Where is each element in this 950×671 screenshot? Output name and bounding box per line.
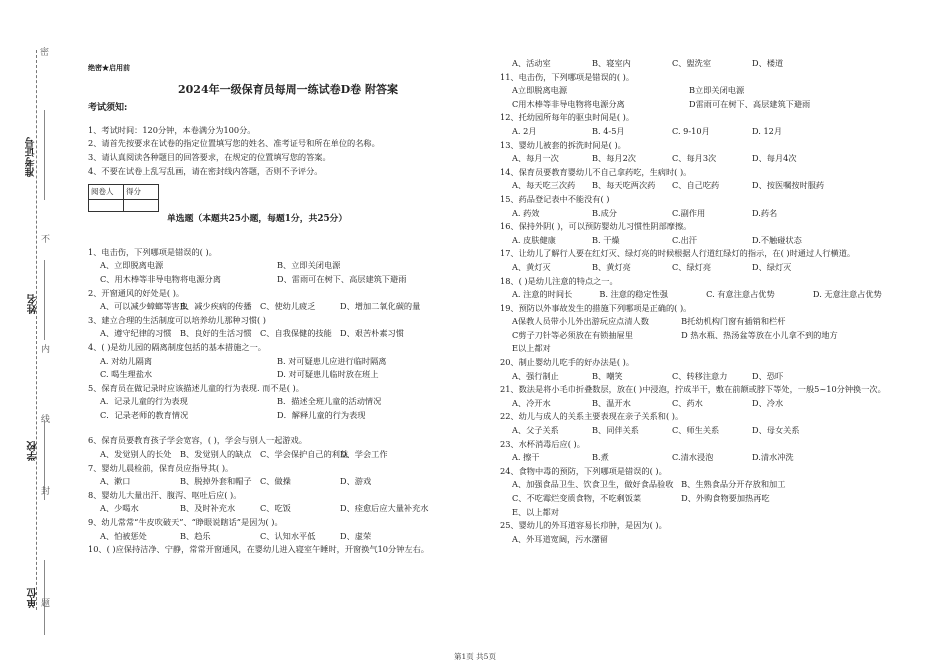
answer-option[interactable]: B、生熟食品分开存放和加工 (681, 479, 786, 490)
answer-option[interactable]: A、立即脱离电源 (100, 260, 164, 271)
option-row (500, 424, 910, 438)
name-field[interactable] (44, 260, 45, 340)
option-row (88, 448, 488, 462)
answer-option[interactable]: B.成分 (592, 207, 617, 218)
instruction: 1、考试时间：120分钟，本卷满分为100分。 (88, 124, 256, 135)
answer-option[interactable]: D、按医嘱按时服药 (752, 180, 825, 191)
answer-option[interactable]: C、绿灯亮 (672, 261, 712, 272)
option-row (88, 259, 488, 273)
school-label: 学校 (28, 441, 39, 461)
answer-option[interactable]: B. 干燥 (592, 234, 620, 245)
question-text: 15、药品登记表中不能没有( ) (500, 193, 610, 204)
answer-option[interactable]: D雷雨可在树下、高层建筑下避雨 (689, 98, 811, 109)
grader-cell[interactable] (89, 199, 124, 211)
seal-word: 封 (41, 487, 51, 497)
question-text: 9、幼儿常常“牛皮吹破天”、“睁眼说瞎话”是因为( )。 (88, 517, 283, 528)
question-text: 13、婴幼儿被套的拆洗时间是( )。 (500, 139, 626, 150)
answer-option[interactable]: C用木棒等非导电物将电源分离 (512, 98, 625, 109)
option-row (500, 125, 910, 139)
question-item (88, 516, 488, 543)
option-row (88, 355, 488, 369)
question-text: 11、电击伤，下列哪项是错误的( )。 (500, 71, 635, 82)
option-row (500, 84, 910, 98)
answer-option[interactable]: D、母女关系 (752, 425, 800, 436)
question-text: 16、保持外阴( )，可以预防婴幼儿习惯性阴部摩擦。 (500, 221, 692, 232)
answer-option[interactable]: C、自我保健的技能 (260, 328, 332, 339)
question-text: 2、开窗通风的好处是( )。 (88, 287, 185, 298)
answer-option[interactable]: C．记录老师的教育情况 (100, 409, 189, 420)
answer-option[interactable]: C、转移注意力 (672, 370, 728, 381)
option-row (500, 342, 910, 356)
question-text: 5、保育员在做记录时应该描述儿童的行为表现. 而不是( )。 (88, 382, 304, 393)
option-row (500, 179, 910, 193)
answer-option[interactable]: B、嘲笑 (592, 370, 623, 381)
question-text: 18、( )是幼儿注意的特点之一。 (500, 275, 618, 286)
question-item (88, 543, 488, 557)
answer-option[interactable]: D、增加二氧化碳的量 (340, 301, 421, 312)
answer-option[interactable]: B、趋乐 (180, 530, 211, 541)
answer-option[interactable]: D、雷雨可在树下、高层建筑下避雨 (277, 273, 407, 284)
left-column (88, 0, 488, 557)
answer-option[interactable]: A、冷开水 (512, 397, 551, 408)
answer-option[interactable]: C、每月3次 (672, 153, 717, 164)
answer-option[interactable]: D．解释儿童的行为表现 (277, 409, 366, 420)
answer-option[interactable]: B、每天吃两次药 (592, 180, 656, 191)
question-item (500, 166, 910, 193)
question-text: 6、保育员要教育孩子学会宽容，( )，学会与别人一起游戏。 (88, 435, 307, 446)
question-item (500, 519, 910, 546)
option-row (500, 57, 910, 71)
answer-option[interactable]: C、盥洗室 (672, 58, 712, 68)
question-item (88, 314, 488, 341)
answer-option[interactable]: C.出汗 (672, 234, 697, 245)
option-row (500, 329, 910, 343)
answer-option[interactable]: A、少喝水 (100, 503, 139, 514)
question-item (88, 434, 488, 461)
option-row (500, 315, 910, 329)
question-text: 23、水杯消毒后应( )。 (500, 438, 585, 449)
answer-option[interactable]: B．描述全班儿童的活动情况 (277, 396, 382, 407)
question-text: 22、幼儿与成人的关系主要表现在亲子关系和( )。 (500, 411, 684, 422)
answer-option[interactable]: A立即脱离电源 (512, 85, 568, 96)
question-text: 25、婴幼儿的外耳道容易长疖肿，是因为( )。 (500, 520, 667, 531)
question-item (88, 489, 488, 516)
seal-mark-top: 密 (40, 48, 50, 58)
answer-option[interactable]: A、可以减少蟑螂等害虫 (100, 301, 188, 312)
answer-option[interactable]: C.副作用 (672, 207, 706, 218)
option-row (500, 533, 910, 547)
question-text: 4、( )是幼儿园的隔离制度包括的基本措施之一。 (88, 341, 266, 352)
page-footer: 第1页 共5页 (454, 652, 496, 661)
answer-option[interactable]: B、脱掉外套和帽子 (180, 476, 252, 487)
question-item (88, 287, 488, 314)
answer-option[interactable]: B.煮 (592, 452, 609, 463)
answer-option[interactable]: A. 药效 (512, 207, 540, 218)
right-column (500, 57, 910, 546)
secret-mark: 绝密★启用前 (88, 63, 130, 72)
answer-option[interactable]: B、立即关闭电源 (277, 260, 341, 271)
question-item (500, 57, 910, 71)
question-text: 14、保育员要教育婴幼儿不自己拿药吃，生病时( )。 (500, 166, 692, 177)
answer-option[interactable]: C.清水浸泡 (672, 452, 714, 463)
seal-word: 不 (41, 235, 51, 245)
answer-option[interactable]: B、温开水 (592, 397, 631, 408)
instruction: 3、请认真阅读各种题目的回答要求，在规定的位置填写您的答案。 (88, 151, 331, 162)
answer-option[interactable]: C、自己吃药 (672, 180, 720, 191)
answer-option[interactable]: C. 有意注意占优势 (706, 289, 775, 300)
answer-option[interactable]: A保教人员带小儿外出游玩应点清人数 (512, 316, 649, 327)
answer-option[interactable]: A、活动室 (512, 58, 551, 68)
option-row (500, 397, 910, 411)
question-item (500, 139, 910, 166)
question-item (88, 246, 488, 287)
question-item (500, 111, 910, 138)
answer-option[interactable]: A、遵守纪律的习惯 (100, 328, 172, 339)
option-row (88, 502, 488, 516)
answer-option[interactable]: A．记录儿童的行为表现 (100, 396, 188, 407)
answer-option[interactable]: E、以上都对 (512, 506, 559, 517)
question-text: 3、建立合理的生活制度可以培养幼儿那种习惯( ) (88, 314, 266, 325)
option-row (500, 506, 910, 520)
answer-option[interactable]: C、药水 (672, 397, 703, 408)
question-item (500, 410, 910, 437)
section-title: 单选题（本题共25小题，每题1分，共25分） (167, 214, 348, 224)
question-text: 19、预防以外事故发生的措施下列哪项是正确的( )。 (500, 302, 692, 313)
seal-line (36, 50, 37, 610)
score-label: 得分 (124, 185, 159, 200)
answer-option[interactable]: A. 擦干 (512, 452, 540, 463)
option-row (500, 261, 910, 275)
answer-option[interactable]: C、使幼儿疲乏 (260, 301, 316, 312)
answer-option[interactable]: B、减少疾病的传播 (180, 301, 252, 312)
answer-option[interactable]: B. 对可疑患儿应进行临时隔离 (277, 355, 387, 366)
answer-option[interactable]: D、痊愈后应大量补充水 (340, 503, 429, 514)
option-row (88, 530, 488, 544)
question-item (88, 341, 488, 382)
question-item (500, 465, 910, 519)
answer-option[interactable]: B、良好的生活习惯 (180, 328, 252, 339)
option-row (500, 152, 910, 166)
answer-option[interactable]: B立即关闭电源 (689, 85, 745, 96)
option-row (500, 451, 910, 465)
question-item (500, 356, 910, 383)
question-list-right (500, 57, 910, 546)
question-text: 7、婴幼儿晨检前，保育员应指导其( )。 (88, 462, 234, 473)
answer-option[interactable]: C、学会保护自己的利益 (260, 449, 349, 460)
page-title: 2024年一级保育员每周一练试卷D卷 附答案 (178, 82, 398, 96)
option-row (500, 478, 910, 492)
question-text: 1、电击伤，下列哪项是错误的( )。 (88, 246, 217, 257)
answer-option[interactable]: C、吃饭 (260, 503, 291, 514)
score-table (88, 184, 159, 212)
answer-option[interactable]: A、外耳道宽阔，污水潴留 (512, 533, 608, 544)
question-item (500, 247, 910, 274)
question-item (500, 275, 910, 302)
question-item (500, 71, 910, 112)
option-row (500, 288, 910, 302)
answer-option[interactable]: C剪子刀针等必须放在有锁抽屉里 (512, 329, 633, 340)
question-item (500, 220, 910, 247)
instruction: 4、不要在试卷上乱写乱画，请在密封线内答题，否则不予评分。 (88, 165, 323, 176)
answer-option[interactable]: A、每天吃三次药 (512, 180, 576, 191)
answer-option[interactable]: C、师生关系 (672, 425, 720, 436)
answer-option[interactable]: A. 注意的时间长 (512, 289, 573, 300)
answer-option[interactable]: D、虚荣 (340, 530, 372, 541)
option-row (88, 327, 488, 341)
answer-option[interactable]: D 热水瓶、热汤盆等放在小儿拿不到的地方 (681, 329, 838, 340)
answer-option[interactable]: D.药名 (752, 207, 778, 218)
question-text: 21、数法是将小毛巾折叠数层，放在( )中浸泡，拧成半干，敷在前额或脖下等处，一般5~10分钟换一次。 (500, 384, 886, 395)
answer-option[interactable]: C、认知水平低 (260, 530, 316, 541)
answer-option[interactable]: B、每月2次 (592, 153, 636, 164)
binding-margin (18, 40, 58, 640)
answer-option[interactable]: D.清水冲洗 (752, 452, 794, 463)
answer-option[interactable]: C、做操 (260, 476, 291, 487)
answer-option[interactable]: A、加强食品卫生、饮食卫生，做好食品验收 (512, 479, 674, 490)
option-row (88, 409, 488, 423)
answer-option[interactable]: D、冷水 (752, 397, 784, 408)
question-list-left (88, 246, 488, 557)
answer-option[interactable]: C. 9-10月 (672, 125, 710, 136)
answer-option[interactable]: B、同伴关系 (592, 425, 639, 436)
answer-option[interactable]: D、楼道 (752, 58, 784, 68)
answer-option[interactable]: B、及时补充水 (180, 503, 236, 514)
option-row (500, 98, 910, 112)
instruction: 2、请首先按要求在试卷的指定位置填写您的姓名、准考证号和所在单位的名称。 (88, 138, 380, 149)
option-row (88, 300, 488, 314)
name-label: 姓名 (28, 294, 39, 314)
score-cell[interactable] (124, 199, 159, 211)
answer-option[interactable]: D、艰苦朴素习惯 (340, 328, 404, 339)
seal-word: 内 (41, 345, 51, 355)
answer-option[interactable]: A、怕被惩处 (100, 530, 147, 541)
answer-option[interactable]: D.不触碰状态 (752, 234, 802, 245)
option-row (500, 234, 910, 248)
answer-option[interactable]: D、外购食物要加热再吃 (681, 493, 770, 503)
answer-option[interactable]: D. 无意注意占优势 (812, 289, 882, 300)
answer-option[interactable]: A. 2月 (512, 125, 537, 136)
answer-option[interactable]: C、不吃霉烂变质食物，不吃剩饭菜 (512, 493, 642, 503)
exam-number-label: 准考证号 (26, 137, 37, 177)
answer-option[interactable]: D、恐吓 (752, 370, 784, 381)
answer-option[interactable]: B托幼机构门窗有插销和栏杆 (681, 316, 786, 327)
answer-option[interactable]: B. 注意的稳定性强 (599, 289, 668, 300)
grader-label: 阅卷人 (89, 185, 124, 200)
question-text: 24、食物中毒的预防，下列哪项是错误的( )。 (500, 465, 667, 476)
question-text: 12、托幼园所每年的驱虫时间是( )。 (500, 112, 635, 123)
question-text: 8、婴幼儿大量出汗、腹泻、呕吐后应( )。 (88, 489, 242, 500)
question-item (500, 302, 910, 356)
answer-option[interactable]: B、发觉别人的缺点 (180, 449, 252, 460)
answer-option[interactable]: A、漱口 (100, 476, 131, 487)
answer-option[interactable]: D. 12月 (752, 125, 783, 136)
answer-option[interactable]: B. 4-5月 (592, 125, 625, 136)
question-item (500, 193, 910, 220)
question-item (88, 462, 488, 489)
answer-option[interactable]: C、用木棒等非导电物将电源分离 (100, 273, 221, 284)
option-row (88, 273, 488, 287)
answer-option[interactable]: A. 对幼儿隔离 (100, 355, 153, 366)
answer-option[interactable]: A、黄灯灭 (512, 261, 551, 272)
answer-option[interactable]: D. 对可疑患儿临时放在班上 (277, 369, 379, 380)
answer-option[interactable]: A、每月一次 (512, 153, 559, 164)
option-row (88, 368, 488, 382)
answer-option[interactable]: C. 喝生理盐水 (100, 369, 153, 380)
seal-word: 线 (41, 415, 51, 425)
answer-option[interactable]: D、每月4次 (752, 153, 797, 164)
option-row (500, 370, 910, 384)
option-row (500, 492, 910, 506)
question-text: 17、让幼儿了解行人要在红灯灭、绿灯亮的时候根据人行道红绿灯的指示，在( )时通过人行横道。 (500, 248, 856, 259)
answer-option[interactable]: A、发觉别人的长处 (100, 449, 172, 460)
option-row (500, 207, 910, 221)
answer-option[interactable]: B、寝室内 (592, 58, 631, 68)
exam-number-field[interactable] (44, 110, 45, 200)
answer-option[interactable]: A、强行制止 (512, 370, 559, 381)
question-text: 20、制止婴幼儿吃手的好办法是( )。 (500, 357, 635, 368)
question-text: 10、( )应保持洁净、宁静，常常开窗通风，在婴幼儿进入寝室午睡时，开窗换气10分钟左右。 (88, 544, 429, 555)
question-item (500, 438, 910, 465)
unit-label: 单位 (28, 588, 39, 608)
question-item (88, 382, 488, 423)
seal-word: 题 (41, 599, 51, 609)
option-row (88, 395, 488, 409)
answer-option[interactable]: D、绿灯灭 (752, 261, 792, 272)
question-item (500, 383, 910, 410)
notice-title: 考试须知: (88, 103, 128, 114)
option-row (88, 475, 488, 489)
answer-option[interactable]: A、父子关系 (512, 425, 559, 436)
answer-option[interactable]: A. 皮肤健康 (512, 234, 556, 245)
answer-option[interactable]: D、游戏 (340, 476, 372, 487)
answer-option[interactable]: B、黄灯亮 (592, 261, 631, 272)
answer-option[interactable]: E以上都对 (512, 343, 551, 354)
answer-option[interactable]: D、学会工作 (340, 449, 388, 460)
